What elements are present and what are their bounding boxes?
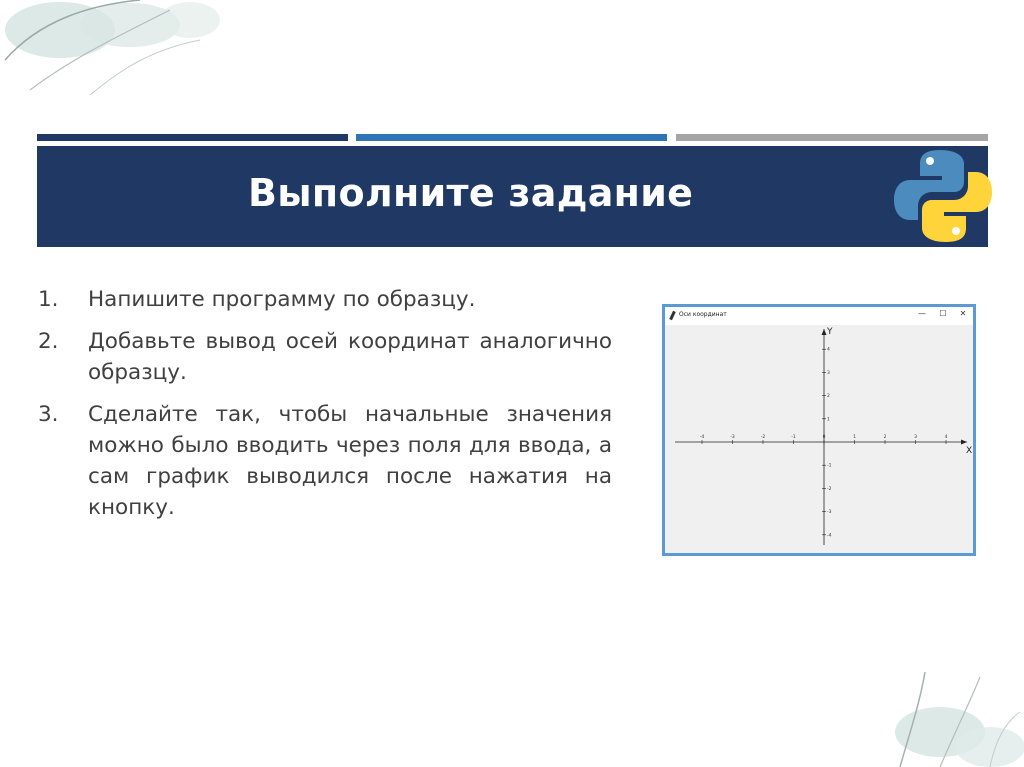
x-tick-label: 0 [822, 435, 826, 440]
python-logo-icon [890, 144, 994, 248]
window-titlebar [665, 307, 973, 325]
x-axis-label: X [966, 446, 973, 456]
list-item-text: Напишите программу по образцу. [88, 287, 476, 312]
y-tick-label: -1 [827, 463, 832, 469]
x-tick-label: 4 [944, 435, 948, 440]
x-tick-label: -4 [699, 435, 705, 440]
x-tick-label: -3 [730, 435, 735, 440]
maximize-icon: ☐ [939, 309, 947, 318]
list-item [38, 326, 612, 388]
x-tick-label: 3 [914, 435, 917, 440]
close-icon: ✕ [959, 309, 967, 318]
list-item-number: 2. [38, 329, 59, 354]
sample-window-screenshot [662, 304, 976, 556]
y-tick-label: 2 [827, 394, 830, 400]
x-tick-label: 1 [853, 435, 856, 440]
list-item-number: 3. [38, 402, 59, 427]
x-tick-label: -1 [791, 435, 796, 440]
y-axis-label: Y [827, 327, 833, 337]
x-tick-label: 2 [883, 435, 887, 440]
list-item-text: Добавьте вывод осей координат аналогично образцу. [88, 329, 612, 385]
list-item-text: Сделайте так, чтобы начальные значения можно было вводить через поля для ввода, а сам график выводился после нажатия на кнопку. [88, 402, 612, 520]
slide-title: Выполните задание [248, 171, 694, 215]
y-tick-label: -3 [827, 510, 832, 516]
x-axis-arrow-icon [961, 440, 967, 445]
list-item-number: 1. [38, 287, 59, 312]
title-banner [37, 146, 988, 247]
feather-icon [669, 311, 676, 320]
decor-stripe-blue [356, 134, 667, 141]
y-axis-arrow-icon [822, 329, 827, 335]
watercolor-leaves-decoration [880, 672, 1024, 767]
x-tick-label: -2 [760, 435, 766, 440]
minimize-icon: — [918, 309, 926, 318]
list-item [38, 284, 612, 315]
decor-stripe-gray [676, 134, 988, 141]
window-title: Оси координат [679, 311, 727, 318]
decor-stripe-dark [37, 134, 348, 141]
y-tick-label: -2 [827, 486, 832, 492]
list-item [38, 399, 612, 523]
y-tick-label: 3 [827, 370, 830, 376]
task-list [38, 284, 612, 534]
y-tick-label: 1 [827, 417, 830, 423]
watercolor-leaves-decoration [0, 0, 225, 95]
y-tick-label: 4 [827, 347, 830, 353]
y-tick-label: -4 [827, 533, 832, 539]
coordinate-axes-plot [665, 325, 973, 553]
